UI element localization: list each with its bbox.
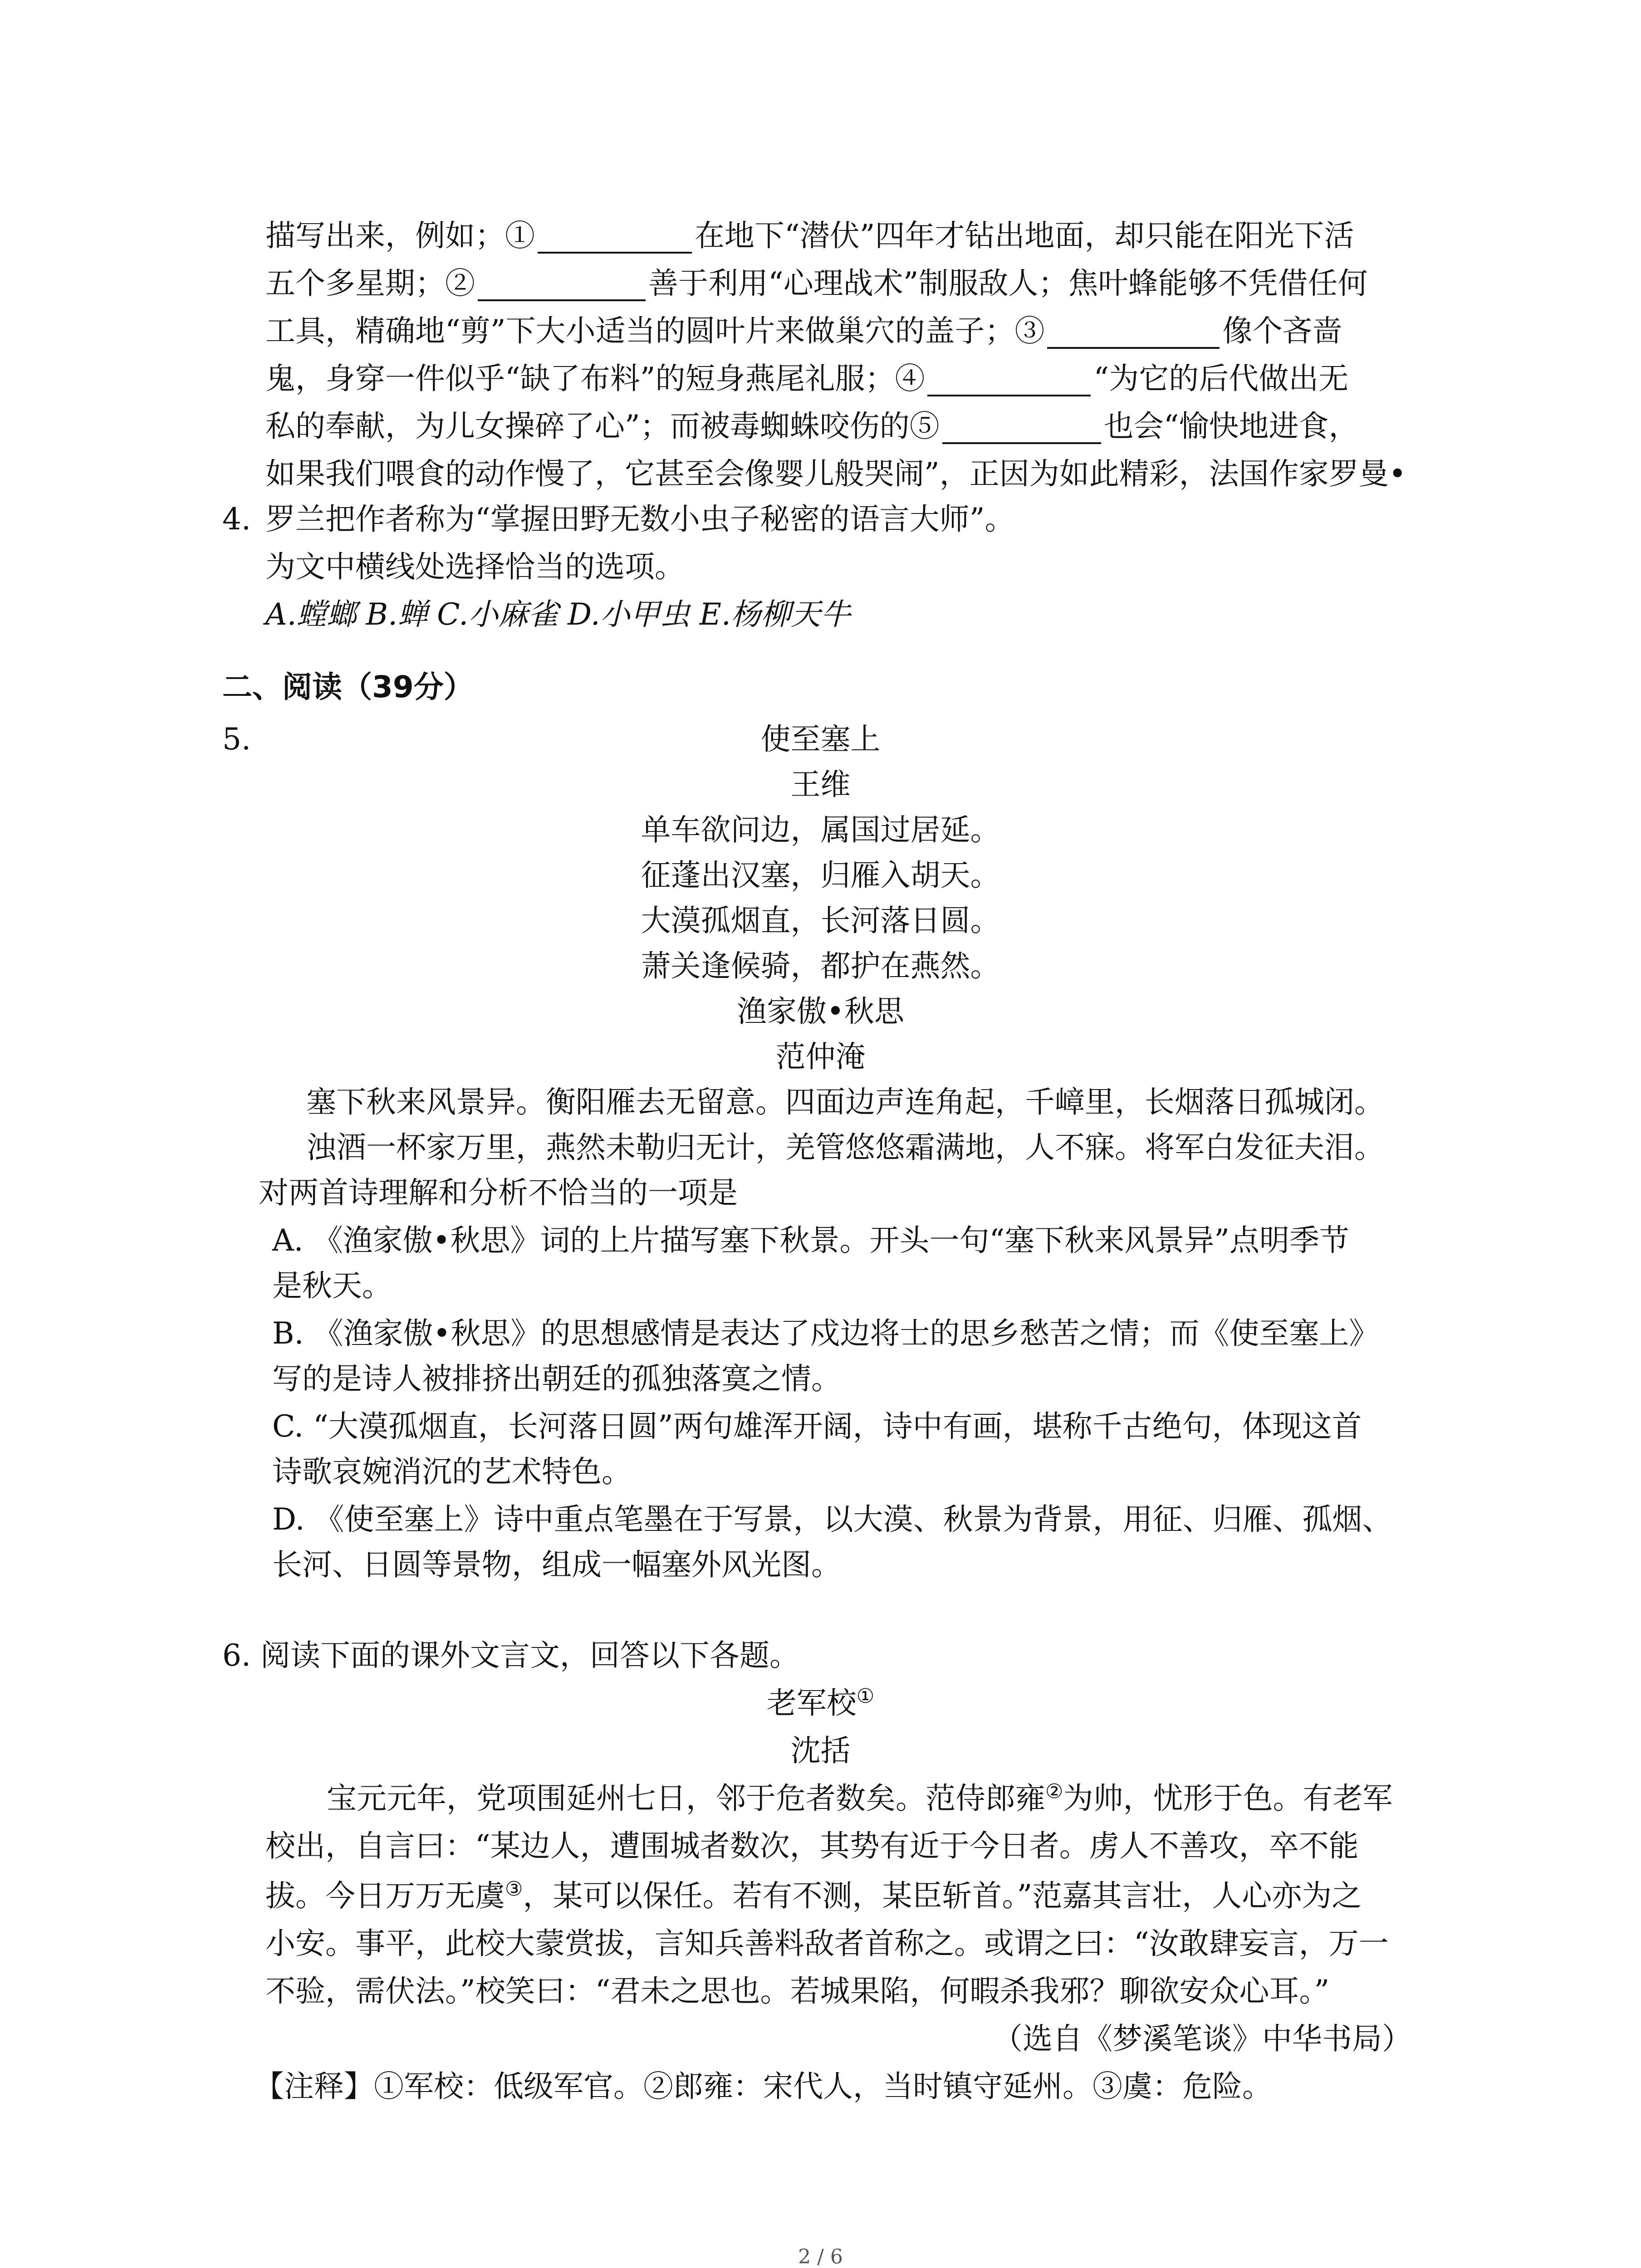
q4-text: “为它的后代做出无	[1093, 361, 1349, 396]
answer-blank-4[interactable]	[927, 367, 1091, 396]
poem2-author: 范仲淹	[775, 1039, 866, 1074]
q4-line-6: 如果我们喂食的动作慢了，它甚至会像婴儿般哭闹”，正因为如此精彩，法国作家罗曼•	[265, 456, 1406, 491]
poem2-line: 塞下秋来风景异。衡阳雁去无留意。四面边声连角起，千嶂里，长烟落日孤城闭。	[306, 1085, 1384, 1119]
q6-paragraph-line: 不验，需伏法。”校笑曰：“君未之思也。若城果陷，何暇杀我邪？聊欲安众心耳。”	[265, 1974, 1330, 2009]
q6-paragraph-line	[265, 1878, 1362, 1914]
question-number-5: 5.	[222, 722, 251, 757]
poem1-line: 大漠孤烟直，长河落日圆。	[641, 903, 1000, 938]
q4-line-7: 罗兰把作者称为“掌握田野无数小虫子秘密的语言大师”。	[265, 502, 1015, 537]
q4-text: 工具，精确地“剪”下大小适当的圆叶片来做巢穴的盖子；③	[265, 313, 1045, 348]
q6-paragraph-line: 小安。事平，此校大蒙赏拔，言知兵善料敌者首称之。或谓之曰：“汝敢肆妄言，万一	[265, 1926, 1389, 1961]
page-number: 2 / 6	[798, 2245, 843, 2268]
q4-text: 像个吝啬	[1222, 313, 1342, 348]
q4-line-1	[265, 218, 1354, 254]
q4-line-4	[265, 361, 1348, 396]
q4-text: 五个多星期；②	[265, 266, 475, 301]
option-b[interactable]: B. 《渔家傲•秋思》的思想感情是表达了戍边将士的思乡愁苦之情；而《使至塞上》	[272, 1316, 1379, 1351]
q4-instruction: 为文中横线处选择恰当的选项。	[265, 549, 685, 584]
q6-paragraph-line: 校出，自言曰：“某边人，遭围城者数次，其势有近于今日者。虏人不善攻，卒不能	[265, 1828, 1359, 1863]
q6-title-text: 老军校	[766, 1686, 857, 1721]
q4-text: 私的奉献，为儿女操碎了心”；而被毒蜘蛛咬伤的⑤	[265, 409, 940, 444]
q4-options: A.螳螂 B.蝉 C.小麻雀 D.小甲虫 E.杨柳天牛	[265, 597, 851, 632]
q4-text: 善于利用“心理战术”制服敌人；焦叶蜂能够不凭借任何	[648, 266, 1368, 301]
q4-line-3	[265, 313, 1342, 349]
q4-line-5	[265, 408, 1359, 444]
q5-question: 对两首诗理解和分析不恰当的一项是	[259, 1175, 738, 1210]
poem1-author: 王维	[790, 767, 851, 802]
q6-text: 宝元元年，党项围延州七日，邻于危者数矣。范侍郎雍	[327, 1781, 1045, 1816]
option-c-cont: 诗歌哀婉消沉的艺术特色。	[272, 1454, 632, 1489]
option-d-cont: 长河、日圆等景物，组成一幅塞外风光图。	[272, 1547, 841, 1582]
footnote-marker: ①	[856, 1685, 875, 1708]
poem1-line: 征蓬出汉塞，归雁入胡天。	[641, 858, 1000, 893]
q4-text: 在地下“潜伏”四年才钻出地面，却只能在阳光下活	[695, 218, 1354, 253]
answer-blank-3[interactable]	[1047, 319, 1220, 349]
q6-text: 拔。今日万万无虞	[265, 1878, 505, 1913]
section-heading: 二、阅读（39分）	[222, 670, 474, 704]
q6-source: （选自《梦溪笔谈》中华书局）	[993, 2021, 1412, 2056]
q6-author: 沈括	[790, 1733, 851, 1768]
poem1-title: 使至塞上	[760, 722, 881, 757]
option-c[interactable]: C. “大漠孤烟直，长河落日圆”两句雄浑开阔，诗中有画，堪称千古绝句，体现这首	[272, 1409, 1362, 1444]
q6-text: 为帅，忧形于色。有老军	[1063, 1781, 1393, 1816]
poem1-line: 萧关逢候骑，都护在燕然。	[641, 948, 1000, 983]
option-d[interactable]: D. 《使至塞上》诗中重点笔墨在于写景，以大漠、秋景为背景，用征、归雁、孤烟、	[272, 1502, 1392, 1537]
q6-text: ，某可以保任。若有不测，某臣斩首。”范嘉其言壮，人心亦为之	[523, 1878, 1362, 1913]
poem1-line: 单车欲问边，属国过居延。	[641, 812, 1000, 847]
q4-text: 描写出来，例如；①	[265, 218, 535, 253]
q6-title	[0, 1685, 1641, 1721]
option-b-cont: 写的是诗人被排挤出朝廷的孤独落寞之情。	[272, 1361, 841, 1396]
footnote-marker: ③	[505, 1877, 523, 1901]
q4-line-2	[265, 265, 1367, 301]
q6-notes: 【注释】①军校：低级军官。②郎雍：宋代人，当时镇守延州。③虞：危险。	[254, 2069, 1272, 2104]
q4-text: 也会“愉快地进食，	[1103, 409, 1359, 444]
option-a[interactable]: A. 《渔家傲•秋思》词的上片描写塞下秋景。开头一句“塞下秋来风景异”点明季节	[272, 1223, 1350, 1258]
q6-paragraph-line	[327, 1780, 1392, 1816]
answer-blank-5[interactable]	[942, 414, 1101, 444]
poem2-title: 渔家傲•秋思	[737, 994, 904, 1029]
question-number-4: 4.	[222, 502, 251, 537]
option-a-cont: 是秋天。	[272, 1268, 392, 1303]
footnote-marker: ②	[1045, 1780, 1063, 1803]
answer-blank-2[interactable]	[478, 271, 646, 301]
q4-text: 鬼，身穿一件似乎“缺了布料”的短身燕尾礼服；④	[265, 361, 925, 396]
poem2-line: 浊酒一杯家万里，燕然未勒归无计，羌管悠悠霜满地，人不寐。将军白发征夫泪。	[306, 1130, 1384, 1165]
answer-blank-1[interactable]	[538, 224, 692, 254]
q6-intro: 6. 阅读下面的课外文言文，回答以下各题。	[222, 1638, 799, 1673]
